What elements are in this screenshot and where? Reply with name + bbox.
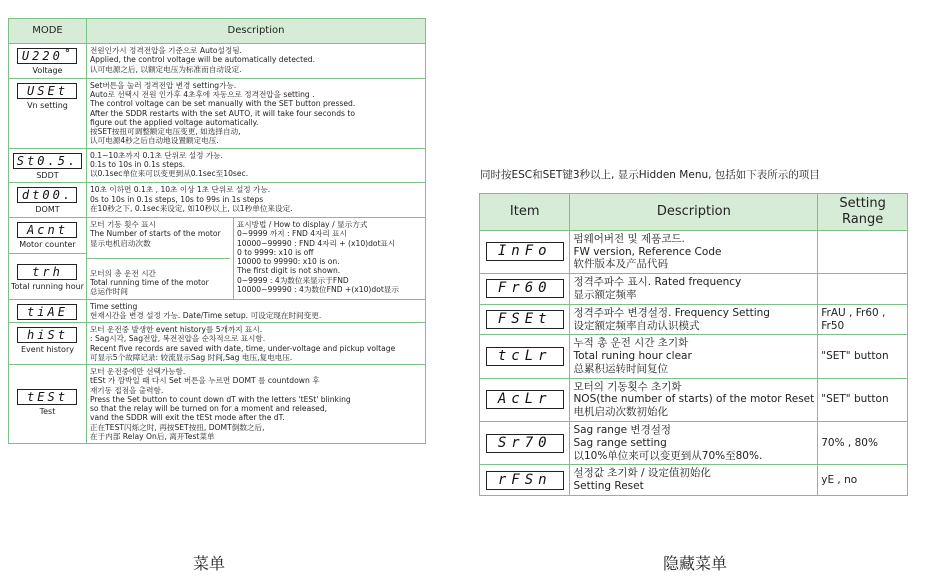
mode-description: Time setting 현재시간을 변경 설정 가능. Date/Time setup. 可设定现在时间变更. — [86, 299, 425, 323]
mode-label: Motor counter — [19, 240, 76, 249]
hidden-menu-caption: 隐藏菜单 — [663, 554, 728, 573]
menu-row-counters — [9, 218, 426, 300]
menu-row-sddt — [9, 148, 426, 183]
hidden-row-fset — [480, 304, 908, 335]
mode-description: 모터의 총 운전 시간 Total running time of the motor 总运作时间 — [89, 268, 209, 297]
segment-display: trh — [17, 264, 77, 280]
hidden-row-rfsn — [480, 465, 908, 496]
segment-display: tiAE — [17, 304, 77, 320]
mode-label: Voltage — [32, 66, 63, 75]
segment-display: dt00. — [17, 187, 77, 203]
segment-display: tcLr — [486, 347, 564, 366]
setting-range: yE , no — [818, 465, 908, 496]
segment-display: Acnt — [17, 222, 77, 238]
mode-header: MODE — [9, 19, 87, 44]
mode-description: 0.1~10초까지 0.1초 단위로 설정 가능. 0.1s to 10s in 0.1s steps. 以0.1sec单位来可以变更到从0.1sec至10sec. — [86, 148, 425, 183]
mode-description: 전원인가시 정격전압을 기준으로 Auto설정됨. Applied, the control voltage will be automatically detected. 认可电源之后, 以额定电压为标准而自动设定. — [86, 44, 425, 79]
menu-table-header — [9, 19, 426, 44]
mode-description: 모터 기동 횟수 표시 The Number of starts of the motor 显示电机启动次数 — [87, 218, 230, 259]
hidden-row-info — [480, 230, 908, 273]
mode-description: Set버튼을 눌러 정격전압 변경 setting가능. Auto로 선택시 전원 인가후 4초후에 자동으로 정격전압을 setting . The control voltage can be set manually with the SET button pressed. After the SDDR restarts with the set AUTO, it will take four seconds to figure out the applied voltage automatically. 按SET按扭可调整额定电压变更, 如选择自动, 认可电源4秒之后自动地设置额定电压. — [86, 78, 425, 148]
mode-label: Total running hour — [11, 281, 84, 291]
mode-label: SDDT — [36, 170, 59, 180]
description-header: Description — [86, 19, 425, 44]
setting-range: FrAU , Fr60 , Fr50 — [818, 304, 908, 335]
menu-caption: 菜单 — [193, 554, 226, 573]
item-description: 설정값 초기화 / 设定值初始化 Setting Reset — [570, 465, 818, 496]
segment-display: U220˚ — [17, 48, 77, 64]
item-header: Item — [480, 194, 570, 231]
hidden-menu-table — [479, 193, 908, 496]
setting-range — [818, 274, 908, 305]
item-description: 정격주파수 표시. Rated frequency 显示额定频率 — [570, 274, 818, 305]
menu-row-time — [9, 299, 426, 323]
item-description: 정격주파수 변경설정. Frequency Setting 设定额定频率自动认识模式 — [570, 304, 818, 335]
menu-row-voltage — [9, 44, 426, 79]
segment-display: tESt — [17, 389, 77, 405]
menu-row-domt — [9, 183, 426, 218]
mode-label: DOMT — [35, 205, 60, 215]
setting-range: 70% , 80% — [818, 422, 908, 465]
setting-range: "SET" button — [818, 335, 908, 378]
menu-table — [8, 18, 426, 444]
mode-description: 10초 이하면 0.1초 , 10초 이상 1초 단위로 설정 가능. 0s to 10s in 0.1s steps, 10s to 99s in 1s steps 在10秒之下, 0.1sec来设定, 如10秒以上, 以1秒单位来设定. — [86, 183, 425, 218]
setting-range: "SET" button — [818, 378, 908, 421]
menu-row-history — [9, 323, 426, 365]
hidden-row-aclr — [480, 378, 908, 421]
setting-range — [818, 230, 908, 273]
segment-display: Sr70 — [486, 434, 564, 453]
hidden-menu-title: 同时按ESC和SET键3秒以上, 显示Hidden Menu, 包括如下表所示的项目 — [480, 169, 820, 181]
hidden-menu-header — [480, 194, 908, 231]
segment-display: FSEt — [486, 310, 564, 329]
mode-description: 모터 운전중에만 선택가능함. tESt 가 깜박일 때 다시 Set 버튼을 누르면 DOMT 를 countdown 후 재기동 접점을 출력함. Press the Set button to count down dT with the letters 'tESt' blinking so that the relay will be turned on for a moment and released, vand the SDDR will exit the tESt mode after the dT. 正在TEST闪烁之时, 再按SET按扭, DOMT倒数之后, 在于内部 Relay On后, 离开Test菜单 — [86, 365, 425, 444]
item-description: Sag range 변경설정 Sag range setting 以10%单位来可以变更到从70%至80%. — [570, 422, 818, 465]
segment-display: USEt — [17, 83, 77, 99]
segment-display: AcLr — [486, 390, 564, 409]
mode-label: Vn setting — [27, 100, 68, 110]
hidden-row-fr60 — [480, 274, 908, 305]
mode-label: Test — [39, 407, 56, 416]
segment-display: InFo — [486, 242, 564, 261]
mode-description: 모터 운전중 발생한 event history를 5개까지 표시. : Sag시각, Sag전압, 복전전압을 순차적으로 표시함. Recent five records are saved with date, time, under-voltage and pickup voltage 可显示5个故障记录: 较流显示Sag 时间,Sag 电压,复电电压. — [86, 323, 425, 365]
menu-row-test — [9, 365, 426, 444]
menu-row-vn-setting — [9, 78, 426, 148]
item-description: 펌웨어버전 및 제품코드. FW version, Reference Code 软件版本及产品代码 — [570, 230, 818, 273]
item-description: 모터의 기동횟수 초기화 NOS(the number of starts) of the motor Reset 电机启动次数初始化 — [570, 378, 818, 421]
hidden-row-tclr — [480, 335, 908, 378]
mode-label: Event history — [20, 345, 74, 354]
description-header: Description — [570, 194, 818, 231]
segment-display: hiSt — [17, 327, 77, 343]
item-description: 누적 총 운전 시간 초기화 Total runing hour clear 总累积运转时间复位 — [570, 335, 818, 378]
segment-display: St0.5. — [13, 153, 82, 169]
segment-display: rFSn — [486, 471, 564, 490]
display-method-description: 표시방법 / How to display / 显示方式 0~9999 까지 : FND 4자리 표시 10000~99990 : FND 4자리 + (x10)dot표시 0 to 9999: x10 is off 10000 to 99990: x10 is on. The first digit is not shown. 0~9999 : 4为数位来显示于FND 10000~99990 : 4为数位FND +(x10)dot显示 — [236, 220, 400, 294]
setting-range-header: Setting Range — [818, 194, 908, 231]
hidden-row-sr70 — [480, 422, 908, 465]
segment-display: Fr60 — [486, 279, 564, 298]
